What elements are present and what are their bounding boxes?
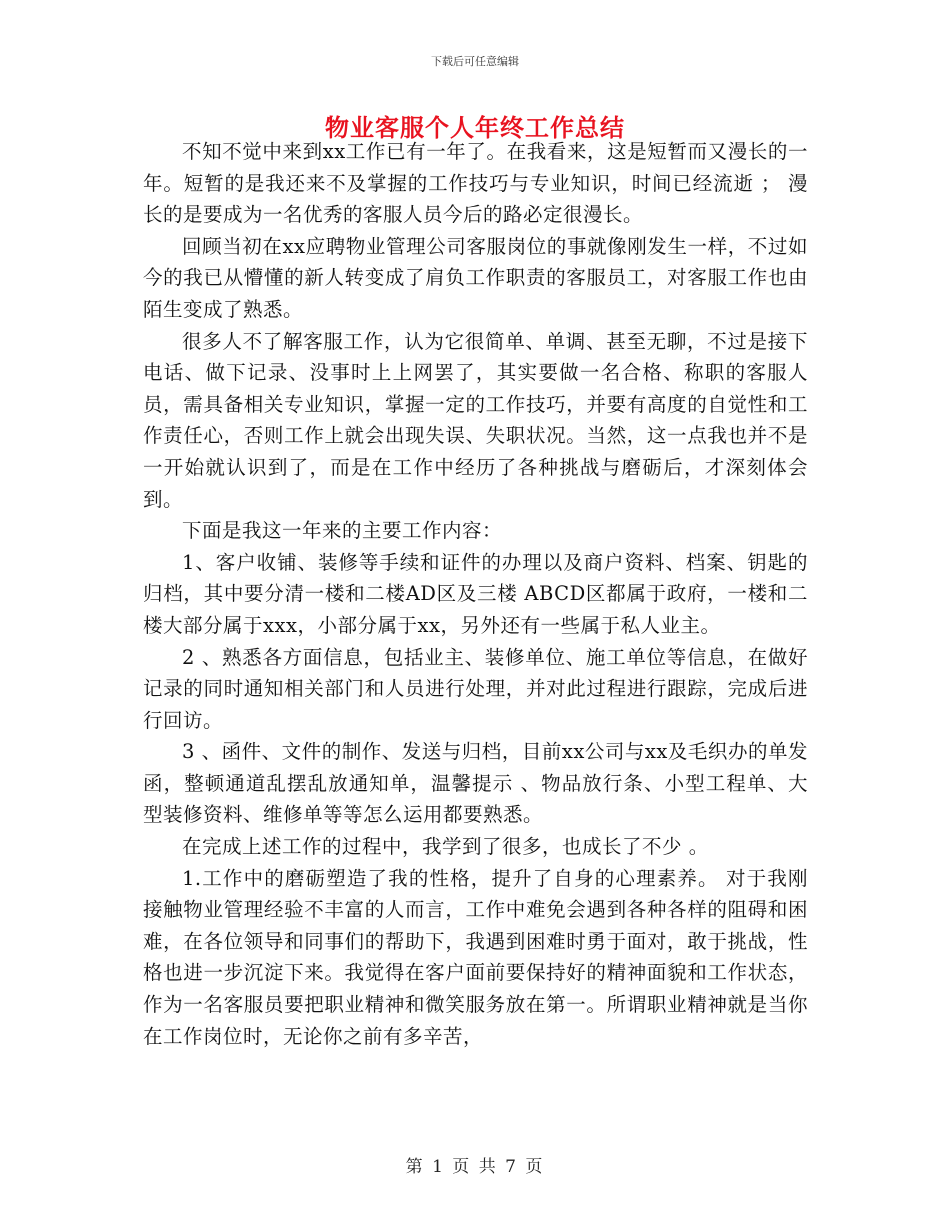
document-body (143, 136, 808, 1052)
paragraph: 在完成上述工作的过程中，我学到了很多，也成长了不少 。 (182, 835, 709, 859)
paragraph: 1.工作中的磨砺塑造了我的性格，提升了自身的心理素养。 对于我刚接触物业管理经验不丰富的人而言，工作中难免会遇到各种各样的阻碍和困难，在各位领导和同事们的帮助下，我遇到困难时勇于面对，敢于挑战，性格也进一步沉淀下来。我觉得在客户面前要保持好的精神面貌和工作状态，作为一名客服员要把职业精神和微笑服务放在第一。所谓职业精神就是当你在工作岗位时，无论你之前有多辛苦， (143, 866, 808, 1048)
paragraph: 回顾当初在xx应聘物业管理公司客服岗位的事就像刚发生一样，不过如今的我已从懵懂的新人转变成了肩负工作职责的客服员工，对客服工作也由陌生变成了熟悉。 (143, 234, 808, 321)
paragraph: 下面是我这一年来的主要工作内容： (182, 519, 503, 543)
paragraph: 1、客户收铺、装修等手续和证件的办理以及商户资料、档案、钥匙的归档，其中要分清一楼和二楼AD区及三楼 ABCD区都属于政府，一楼和二楼大部分属于xxx，小部分属于xx，另外还有一些属于私人业主。 (143, 550, 808, 637)
paragraph: 不知不觉中来到xx工作已有一年了。在我看来，这是短暂而又漫长的一年。短暂的是我还来不及掌握的工作技巧与专业知识，时间已经流逝 ； 漫长的是要成为一名优秀的客服人员今后的路必定很漫长。 (143, 140, 808, 227)
paragraph: 3 、函件、文件的制作、发送与归档，目前xx公司与xx及毛织办的单发函，整顿通道乱摆乱放通知单，温馨提示 、物品放行条、小型工程单、大型装修资料、维修单等等怎么运用都要熟悉。 (143, 740, 808, 827)
paragraph: 2 、熟悉各方面信息，包括业主、装修单位、施工单位等信息，在做好记录的同时通知相关部门和人员进行处理，并对此过程进行跟踪，完成后进行回访。 (143, 645, 808, 732)
header-note: 下载后可任意编辑 (431, 55, 519, 68)
page-number: 第 1 页 共 7 页 (405, 1157, 545, 1177)
document-title: 物业客服个人年终工作总结 (325, 113, 625, 142)
paragraph: 很多人不了解客服工作，认为它很简单、单调、甚至无聊，不过是接下电话、做下记录、没事时上上网罢了，其实要做一名合格、称职的客服人员，需具备相关专业知识，掌握一定的工作技巧，并要有高度的自觉性和工作责任心，否则工作上就会出现失误、失职状况。当然，这一点我也并不是一开始就认识到了，而是在工作中经历了各种挑战与磨砺后，才深刻体会到。 (143, 329, 808, 511)
